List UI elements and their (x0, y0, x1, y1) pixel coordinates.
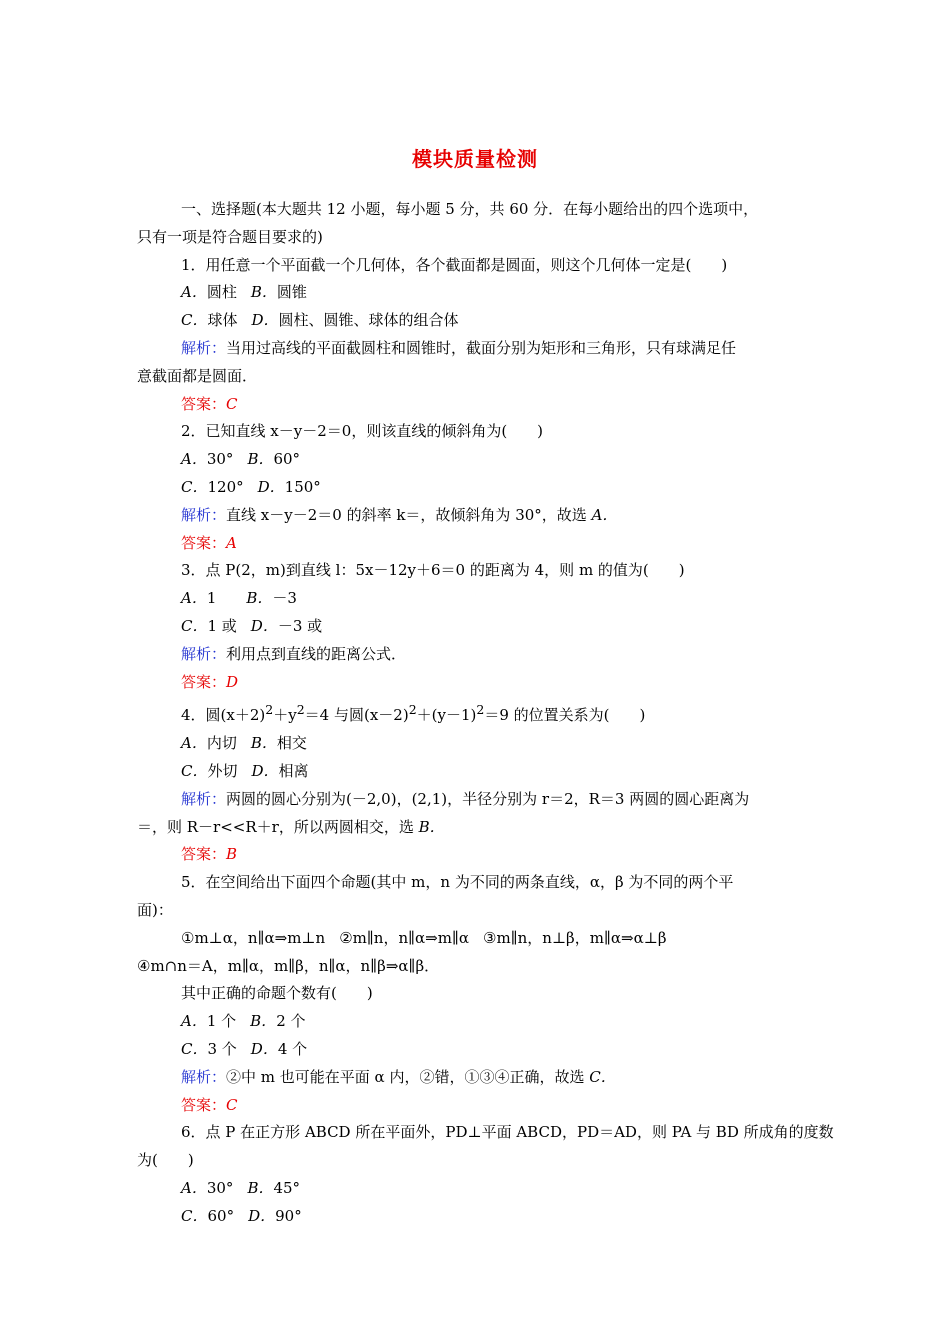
question-2-options-cd: C．120° D．150° (181, 477, 321, 496)
answer-label: 答案： (181, 533, 227, 552)
answer-label: 答案： (181, 845, 227, 864)
analysis-label: 解析： (181, 1067, 227, 1086)
question-1-options-cd: C．球体 D．圆柱、圆锥、球体的组合体 (181, 311, 459, 330)
question-2-stem: 2．已知直线 x－y－2＝0，则该直线的倾斜角为( ) (181, 422, 544, 441)
question-3-answer: 答案：D (181, 672, 239, 691)
question-6-options-cd: C．60° D．90° (181, 1206, 302, 1225)
question-4-analysis: 解析：两圆的圆心分别为(－2,0)，(2,1)，半径分别为 r＝2，R＝3 两圆的圆心距离为 (181, 789, 750, 808)
question-4-options-ab: A．内切 B．相交 (181, 734, 307, 753)
question-2-options-ab: A．30° B．60° (181, 450, 301, 469)
question-1-stem: 1．用任意一个平面截一个几何体，各个截面都是圆面，则这个几何体一定是( ) (181, 255, 728, 274)
question-4-answer: 答案：B (181, 845, 238, 864)
question-2-answer: 答案：A (181, 533, 237, 552)
analysis-label: 解析： (181, 789, 227, 808)
question-5-options-cd: C．3 个 D．4 个 (181, 1039, 308, 1058)
question-1-analysis-cont: 意截面都是圆面． (137, 366, 258, 385)
answer-label: 答案： (181, 394, 227, 413)
question-3-options-ab: A．1 B．－3 (181, 589, 297, 608)
answer-label: 答案： (181, 672, 227, 691)
page-title: 模块质量检测 (412, 147, 538, 171)
answer-label: 答案： (181, 1095, 227, 1114)
question-5-analysis: 解析：②中 m 也可能在平面 α 内，②错，①③④正确，故选 C． (181, 1067, 616, 1086)
question-6-stem: 6．点 P 在正方形 ABCD 所在平面外，PD⊥平面 ABCD，PD＝AD，则 PA 与 BD 所成角的度数 (181, 1123, 834, 1142)
question-1-analysis: 解析：当用过高线的平面截圆柱和圆锥时，截面分别为矩形和三角形，只有球满足任 (181, 338, 737, 357)
question-6-options-ab: A．30° B．45° (181, 1178, 301, 1197)
question-1-answer: 答案：C (181, 394, 238, 413)
question-5-question: 其中正确的命题个数有( ) (181, 984, 373, 1003)
question-3-options-cd: C．1 或 D．－3 或 (181, 616, 323, 635)
question-3-analysis: 解析：利用点到直线的距离公式． (181, 644, 407, 663)
analysis-label: 解析： (181, 644, 227, 663)
question-5-options-ab: A．1 个 B．2 个 (181, 1012, 306, 1031)
question-5-proposition-4: ④m∩n＝A，m∥α，m∥β，n∥α，n∥β⇒α∥β． (137, 956, 440, 975)
question-3-stem: 3．点 P(2，m)到直线 l：5x－12y＋6＝0 的距离为 4，则 m 的值为( ) (181, 561, 685, 580)
analysis-label: 解析： (181, 338, 227, 357)
question-6-stem-cont: 为( ) (137, 1151, 194, 1170)
question-5-answer: 答案：C (181, 1095, 238, 1114)
section-header-cont: 只有一项是符合题目要求的) (137, 227, 323, 246)
question-4-options-cd: C．外切 D．相离 (181, 761, 309, 780)
question-5-propositions: ①m⊥α，n∥α⇒m⊥n ②m∥n，n∥α⇒m∥α ③m∥n，n⊥β，m∥α⇒α⊥β (181, 928, 667, 947)
question-2-analysis: 解析：直线 x－y－2＝0 的斜率 k＝，故倾斜角为 30°，故选 A． (181, 505, 618, 524)
question-list (137, 196, 834, 1230)
question-4-analysis-cont: ＝，则 R－r<<R＋r，所以两圆相交，选 B． (137, 817, 445, 836)
question-4-stem: 4．圆$(x+2)^2+y^2=4$ 与圆$(x-2)^2+(y-1)^2=9$ 的位置关系为( ) (181, 702, 646, 725)
question-5-stem: 5．在空间给出下面四个命题(其中 m，n 为不同的两条直线，α，β 为不同的两个平 (181, 873, 734, 892)
section-header: 一、选择题(本大题共 12 小题，每小题 5 分，共 60 分．在每小题给出的四个选项中， (181, 200, 759, 218)
question-1-options-ab: A．圆柱 B．圆锥 (181, 283, 307, 302)
question-5-stem-cont: 面)： (137, 900, 173, 919)
analysis-label: 解析： (181, 505, 227, 524)
